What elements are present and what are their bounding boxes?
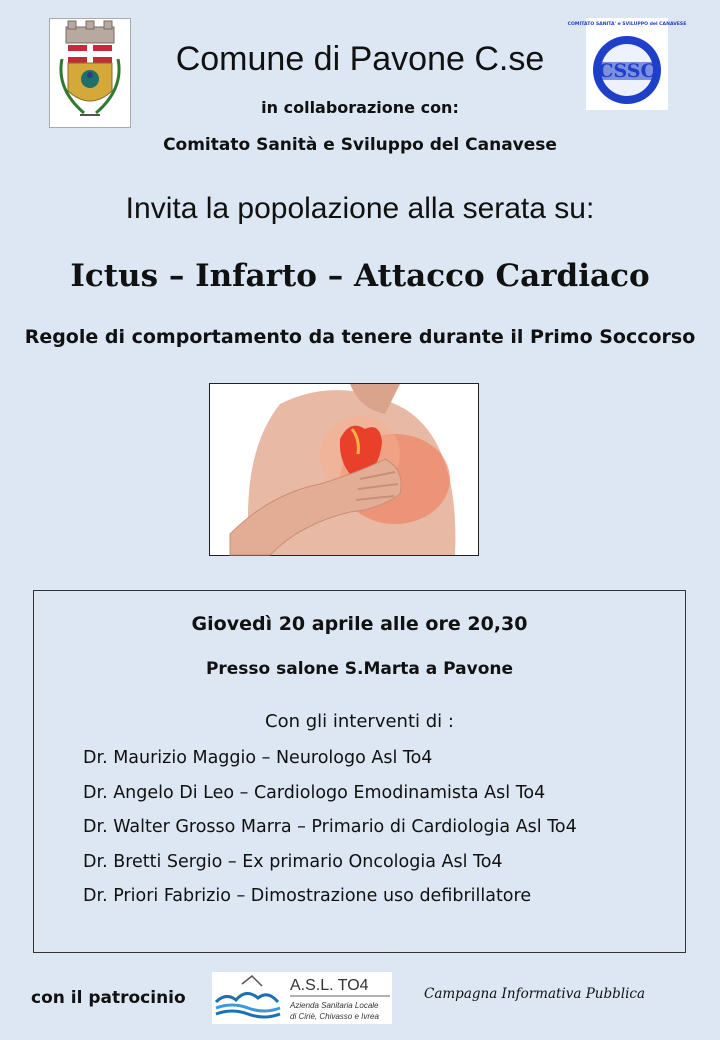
speaker-item: Dr. Bretti Sergio – Ex primario Oncologia Asl To4 [83, 851, 503, 872]
speakers-heading: Con gli interventi di : [265, 711, 454, 732]
invitation-line: Invita la popolazione alla serata su: [125, 192, 595, 225]
speaker-item: Dr. Maurizio Maggio – Neurologo Asl To4 [83, 748, 433, 768]
campaign-label: Campagna Informativa Pubblica [424, 986, 646, 1002]
cssc-logo-text: COMITATO SANITA' e SVILUPPO del CANAVESE [567, 22, 687, 27]
asl-logo-line2: di Ciriè, Chivasso e Ivrea [290, 1012, 379, 1021]
collaboration-intro: in collaborazione con: [261, 98, 459, 117]
cssc-logo-letters: CSSC [598, 60, 656, 82]
asl-logo-title: A.S.L. TO4 [290, 977, 369, 994]
collaboration-partner: Comitato Sanità e Sviluppo del Canavese [163, 135, 557, 155]
event-subtitle: Regole di comportamento da tenere durante il Primo Soccorso [24, 326, 696, 348]
speaker-item: Dr. Walter Grosso Marra – Primario di Cardiologia Asl To4 [83, 817, 577, 837]
speaker-item: Dr. Priori Fabrizio – Dimostrazione uso defibrillatore [83, 886, 532, 906]
patronage-label: con il patrocinio [31, 988, 186, 1008]
heart-attack-image [209, 383, 479, 556]
speaker-item: Dr. Angelo Di Leo – Cardiologo Emodinamista Asl To4 [83, 782, 546, 803]
asl-to4-logo [212, 972, 392, 1024]
asl-logo-line1: Azienda Sanitaria Locale [290, 1001, 379, 1010]
speaker-list [83, 741, 577, 914]
page-title: Comune di Pavone C.se [175, 40, 545, 78]
event-details-box [33, 590, 686, 953]
event-topics: Ictus – Infarto – Attacco Cardiaco [70, 258, 650, 294]
event-date: Giovedì 20 aprile alle ore 20,30 [191, 613, 528, 635]
event-venue: Presso salone S.Marta a Pavone [205, 659, 514, 679]
